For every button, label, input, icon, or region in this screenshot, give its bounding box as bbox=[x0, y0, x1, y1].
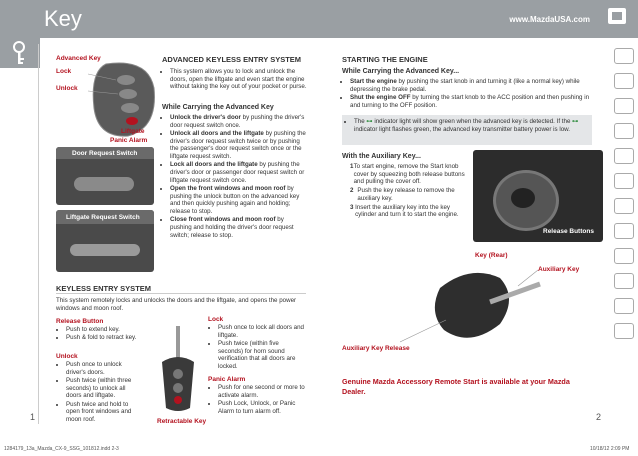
list-item: • Close front windows and moon roof by pushing and holding the driver's door request switch; release to stop. bbox=[170, 216, 307, 239]
seat-nav-icon[interactable] bbox=[614, 73, 634, 89]
starting-sub: While Carrying the Advanced Key... bbox=[342, 68, 460, 75]
list-item: • Push & fold to retract key. bbox=[66, 334, 158, 342]
list-item: • Push twice (within three seconds) to unlock all doors and liftgate. bbox=[66, 377, 136, 400]
left-page-number: 1 bbox=[30, 412, 36, 422]
starting-list bbox=[342, 78, 592, 110]
aux-key-sub: With the Auxiliary Key... bbox=[342, 153, 421, 160]
list-item: • Push to extend key. bbox=[66, 326, 158, 334]
panic-alarm-label: Panic Alarm bbox=[110, 137, 148, 144]
key-nav-icon[interactable] bbox=[614, 48, 634, 64]
list-item: • Shut the engine OFF by turning the start knob to the ACC position and then pushing in and turning to the OFF position. bbox=[350, 94, 592, 109]
step-item: 1 To start engine, remove the Start knob cover by squeezing both release buttons and pulling the cover off. bbox=[350, 163, 465, 186]
list-item: • Unlock the driver's door by pushing the driver's door request switch once. bbox=[170, 114, 307, 129]
page-title: Key bbox=[44, 6, 82, 31]
liftgate-label: Liftgate bbox=[121, 128, 145, 135]
website-link[interactable]: www.MazdaUSA.com bbox=[509, 15, 590, 24]
carrying-key-subheading: While Carrying the Advanced Key bbox=[162, 104, 274, 111]
advanced-keyless-intro-text: • This system allows you to lock and unlock the doors, open the liftgate and even start the engine without taking the key out of your pocket or purse. bbox=[170, 68, 307, 91]
list-item: • Push Lock, Unlock, or Panic Alarm to turn alarm off. bbox=[218, 400, 305, 415]
list-item: • Start the engine by pushing the start knob in and turning it (like a normal key) while depressing the brake pedal. bbox=[350, 78, 592, 93]
list-item: • Push for one second or more to activate alarm. bbox=[218, 384, 305, 399]
liftgate-request-caption: Liftgate Request Switch bbox=[66, 214, 140, 221]
list-item: • Push twice (within five seconds) for horn sound verification that all doors are locked. bbox=[218, 340, 305, 371]
phone-nav-icon[interactable] bbox=[614, 273, 634, 289]
list-item: • Push once to unlock driver's doors. bbox=[66, 361, 136, 376]
keyless-heading: KEYLESS ENTRY SYSTEM bbox=[56, 284, 152, 293]
keyless-divider bbox=[56, 293, 306, 294]
footer-date: 10/18/12 2:09 PM bbox=[590, 446, 630, 452]
door-request-photo bbox=[56, 147, 154, 205]
warning-nav-icon[interactable] bbox=[614, 323, 634, 339]
aux-steps bbox=[350, 163, 468, 219]
climate-nav-icon[interactable] bbox=[614, 198, 634, 214]
advanced-keyless-intro bbox=[162, 68, 307, 92]
audio-nav-icon[interactable] bbox=[614, 248, 634, 264]
unlock-title: Unlock bbox=[56, 353, 78, 360]
lock-title: Lock bbox=[208, 316, 224, 323]
steering-nav-icon[interactable] bbox=[614, 123, 634, 139]
list-item: • Open the front windows and moon roof by pushing the unlock button on the advanced key and then quickly pushing again and holding; release to stop. bbox=[170, 185, 307, 216]
panic-alarm-list bbox=[210, 384, 305, 416]
retractable-key-image bbox=[148, 322, 208, 414]
aux-key-release-label: Auxiliary Key Release bbox=[342, 345, 410, 352]
key-icon bbox=[0, 38, 40, 68]
list-item: • Unlock all doors and the liftgate by pushing the driver's door request switch twice or by pushing the passenger's door request switch once or the liftgate request switch. bbox=[170, 130, 307, 161]
unlock-list bbox=[58, 361, 136, 424]
unlock-label: Unlock bbox=[56, 85, 78, 92]
left-divider bbox=[38, 44, 39, 424]
key-tab bbox=[0, 38, 40, 68]
aux-key-label: Auxiliary Key bbox=[538, 266, 580, 273]
lights-nav-icon[interactable] bbox=[614, 148, 634, 164]
release-buttons-caption: Release Buttons bbox=[543, 228, 594, 235]
starting-heading: STARTING THE ENGINE bbox=[342, 55, 428, 64]
indicator-note-text: • The ⊶ indicator light will show green when the advanced key is detected. If the ⊶ indicator light flashes green, the advanced key transmitter battery power is low. bbox=[354, 118, 586, 133]
advanced-key-label: Advanced Key bbox=[56, 55, 101, 62]
liftgate-request-photo bbox=[56, 210, 154, 272]
lock-list bbox=[210, 324, 305, 371]
key-rear-label: Key (Rear) bbox=[475, 252, 508, 259]
step-item: 3 Insert the auxiliary key into the key cylinder and turn it to start the engine. bbox=[350, 203, 459, 219]
advanced-keyless-heading: ADVANCED KEYLESS ENTRY SYSTEM bbox=[162, 55, 302, 64]
list-item: • Push once to lock all doors and liftgate. bbox=[218, 324, 305, 339]
indicator-note bbox=[346, 118, 586, 134]
keyless-intro: This system remotely locks and unlocks the doors and the liftgate, and opens the power windows and moon roof. bbox=[56, 297, 297, 312]
footer-file: 1284179_13a_Mazda_CX-9_SSG_101812.indd 2-3 bbox=[4, 446, 119, 452]
indicator-light-icon: ⊶ bbox=[572, 118, 579, 125]
list-item: • Push twice and hold to open front windows and moon roof. bbox=[66, 401, 136, 424]
release-button-title: Release Button bbox=[56, 318, 104, 325]
lock-label: Lock bbox=[56, 68, 72, 75]
indicator-note-box bbox=[342, 115, 592, 145]
right-page-number: 2 bbox=[596, 412, 602, 422]
step-item: 2 Push the key release to remove the auxiliary key. bbox=[350, 187, 455, 202]
door-request-caption: Door Request Switch bbox=[72, 150, 138, 157]
home-icon[interactable] bbox=[608, 8, 626, 24]
advanced-keyless-list bbox=[162, 114, 307, 240]
mirror-nav-icon[interactable] bbox=[614, 98, 634, 114]
retractable-key-label: Retractable Key bbox=[157, 418, 207, 425]
wiper-nav-icon[interactable] bbox=[614, 173, 634, 189]
accessory-note: Genuine Mazda Accessory Remote Start is available at your Mazda Dealer. bbox=[342, 377, 570, 396]
panic-alarm-title: Panic Alarm bbox=[208, 376, 246, 383]
release-button-list bbox=[58, 326, 158, 342]
list-item: • Lock all doors and the liftgate by pushing the driver's door or passenger door request switch or liftgate request switch once. bbox=[170, 161, 307, 184]
indicator-light-icon: ⊶ bbox=[366, 118, 373, 125]
cruise-nav-icon[interactable] bbox=[614, 298, 634, 314]
auxiliary-key-image bbox=[400, 258, 550, 354]
display-nav-icon[interactable] bbox=[614, 223, 634, 239]
section-nav bbox=[604, 38, 638, 388]
start-knob-photo bbox=[473, 150, 603, 242]
